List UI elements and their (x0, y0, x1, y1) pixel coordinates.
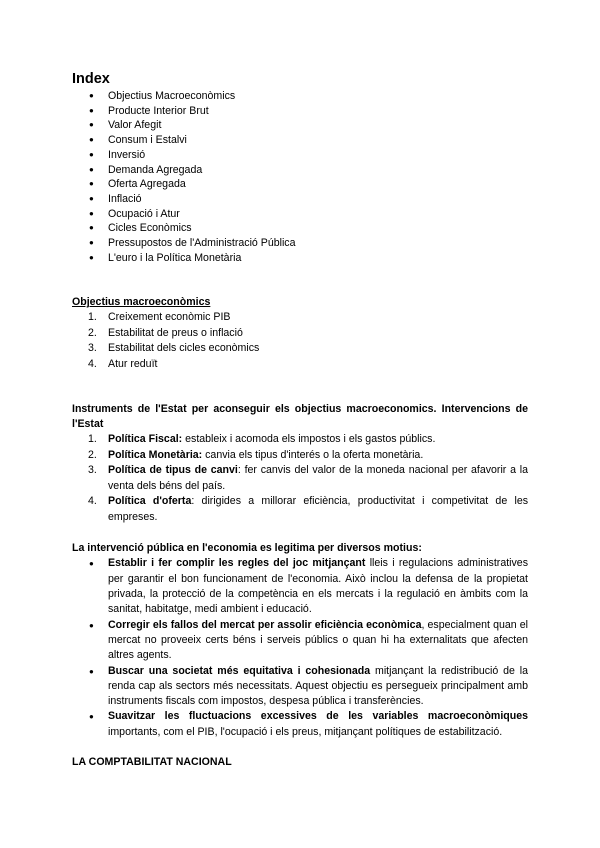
document-page (72, 70, 528, 770)
instruments-list (72, 432, 528, 525)
index-title: Index (72, 71, 110, 87)
item-text: Creixement econòmic PIB (108, 311, 231, 324)
item-bold-term: Corregir els fallos del mercat per assolir eficiència econòmica (108, 618, 422, 631)
instrument-item (72, 463, 528, 494)
item-text: : fer canvis del valor de la moneda nacional per afavorir a la venta dels béns del país. (108, 464, 528, 492)
index-item: ● Valor Afegit (72, 118, 528, 133)
motiu-item (72, 618, 528, 664)
item-text: Atur reduït (108, 357, 158, 370)
index-item: ● Consum i Estalvi (72, 133, 528, 148)
item-text: canvia els tipus d'interés o la oferta monetària. (202, 448, 424, 461)
item-text: , especialment quan el mercat no proveeix certs béns i serveis públics o quan hi ha externalitats que afecten altres agents. (108, 618, 528, 662)
motiu-item (72, 709, 528, 740)
item-text: Estabilitat de preus o inflació (108, 326, 243, 339)
item-text: Estabilitat dels cicles econòmics (108, 342, 260, 355)
item-number: 3. (88, 464, 97, 477)
item-bold-term: Política de tipus de canvi (108, 464, 238, 477)
index-list (72, 89, 528, 265)
item-text: mitjançant la redistribució de la renda cap als sectors més necessitats. Aquest objectiu es persegueix principalment amb instruments fiscals com impostos, despesa pública i transferències. (108, 664, 528, 708)
index-item: ● Producte Interior Brut (72, 104, 528, 119)
objectiu-item (72, 357, 528, 373)
index-item: ● Inversió (72, 148, 528, 163)
item-bold-term: Política Monetària: (108, 448, 203, 461)
index-item: ● Demanda Agregada (72, 163, 528, 178)
item-bold-term: Suavitzar les fluctuacions excessives de les variables macroeconòmiques (108, 710, 528, 723)
item-bold-term: Política d'oferta (108, 495, 192, 508)
index-item: ● Objectius Macroeconòmics (72, 89, 528, 104)
comptabilitat-heading: LA COMPTABILITAT NACIONAL (72, 756, 232, 768)
item-number: 2. (88, 448, 97, 461)
item-bold-term: Buscar una societat més equitativa i cohesionada (108, 664, 371, 677)
objectiu-item (72, 326, 528, 342)
index-item: ● Oferta Agregada (72, 177, 528, 192)
item-bold-term: Política Fiscal: (108, 433, 183, 446)
item-number: 1. (88, 311, 97, 324)
index-item: ● Inflació (72, 192, 528, 207)
instrument-item (72, 448, 528, 464)
item-text: estableix i acomoda els impostos i els gastos públics. (182, 433, 436, 446)
item-text: : dirigides a millorar eficiència, productivitat i competivitat de les empreses. (108, 495, 529, 523)
intervencio-list (72, 556, 528, 740)
instrument-item (72, 432, 528, 448)
objectiu-item (72, 310, 528, 326)
item-number: 2. (88, 326, 97, 339)
index-item: ● Pressupostos de l'Administració Pública (72, 236, 528, 251)
motiu-item (72, 664, 528, 710)
intervencio-heading: La intervenció pública en l'economia es legitima per diversos motius: (72, 542, 422, 555)
objectius-list (72, 310, 528, 372)
item-number: 3. (88, 342, 97, 355)
objectiu-item (72, 341, 528, 357)
item-number: 4. (88, 357, 97, 370)
objectius-heading: Objectius macroeconòmics (72, 296, 211, 309)
index-item: ● Ocupació i Atur (72, 207, 528, 222)
item-text: importants, com el PIB, l'ocupació i els preus, mitjançant polítiques de estabilització. (108, 725, 503, 738)
index-item: ● L'euro i la Política Monetària (72, 251, 528, 266)
item-bold-term: Establir i fer complir les regles del joc mitjançant (108, 557, 366, 570)
item-number: 4. (88, 495, 97, 508)
motiu-item (72, 556, 528, 617)
item-text: lleis i regulacions administratives per garantir el bon funcionament de l'economia. Això inclou la defensa de la propietat privada, la protecció de la competència en els mercats i la regulació en àmbits com la sanitat, habitatge, medi ambient i educació. (108, 557, 528, 616)
item-number: 1. (88, 433, 97, 446)
instrument-item (72, 494, 528, 525)
index-item: ● Cicles Econòmics (72, 221, 528, 236)
instruments-heading: Instruments de l'Estat per aconseguir els objectius macroeconomics. Intervencions de l'Estat (72, 403, 528, 431)
